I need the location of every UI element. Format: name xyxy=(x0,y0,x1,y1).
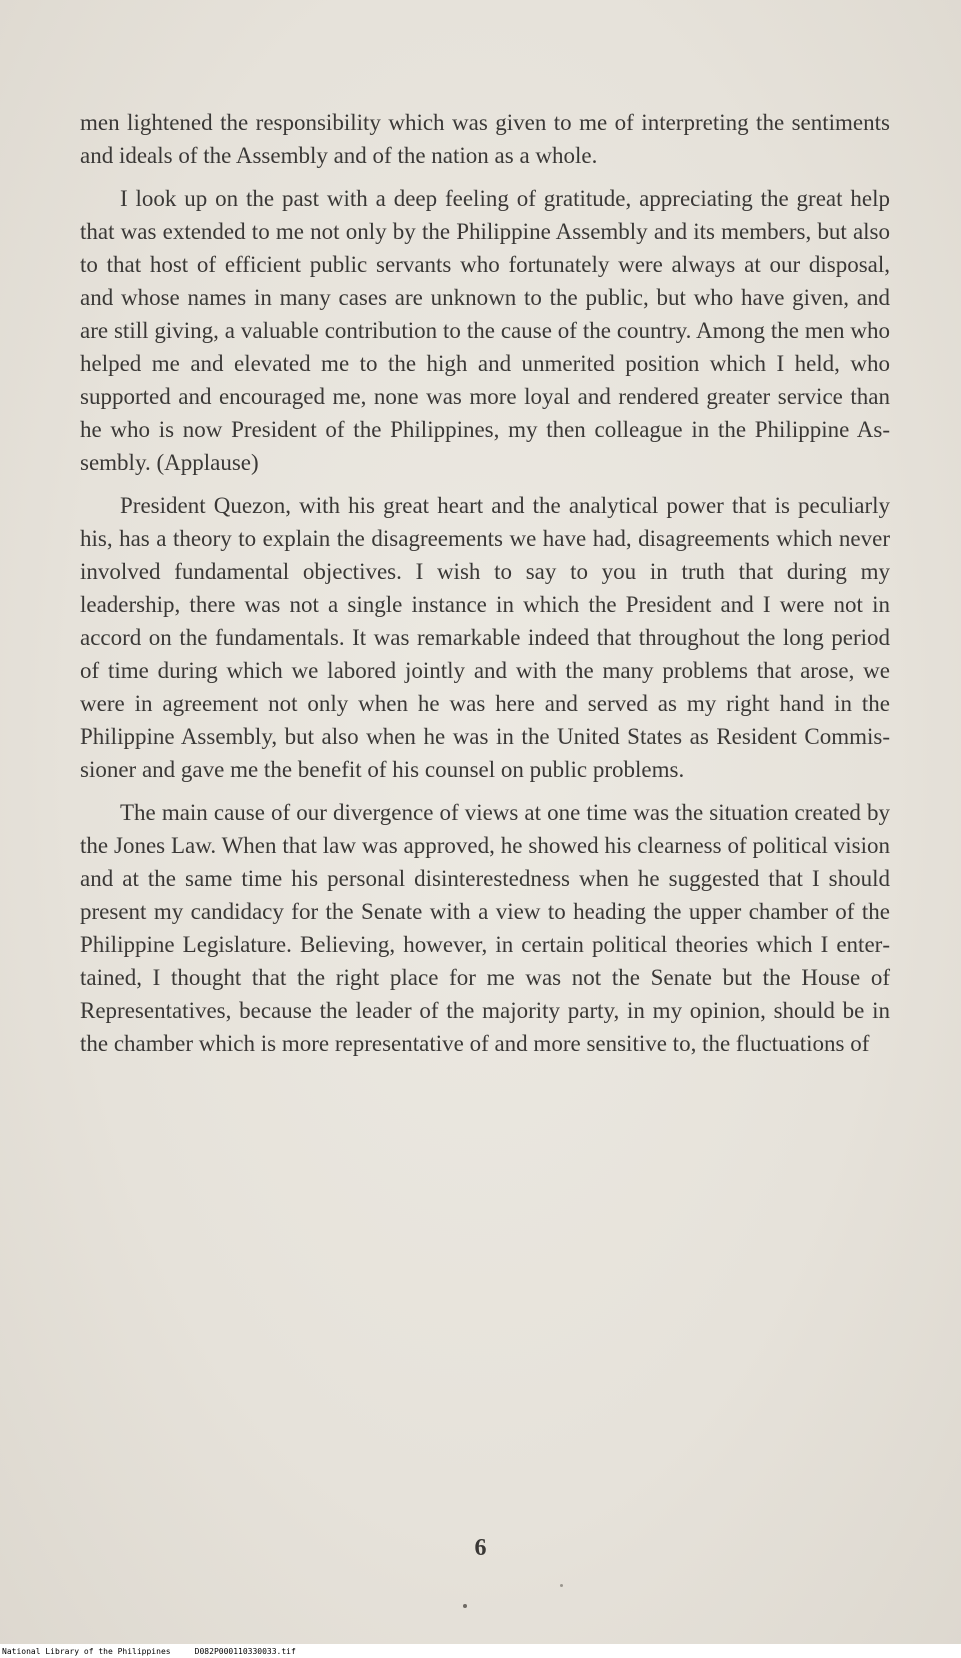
ink-speck xyxy=(463,1604,467,1608)
footer-file-id: D082P000110330033.tif xyxy=(194,1647,296,1656)
page-number: 6 xyxy=(474,1535,487,1561)
paragraph-2: I look up on the past with a deep feeling of gratitude, appreciating the great help that was extended to me not only by the Philippine Assembly and its members, but also to that host of efficient public servants who fortunately were always at our disposal, and whose names in many cases are unknown to the public, but who have given, and are still giving, a valuable contribution to the cause of the country. Among the men who helped me and elevated me to the high and unmerited position which I held, who supported and encouraged me, none was more loyal and rendered greater service than he who is now President of the Philippines, my then colleague in the Philippine Assembly. (Applause) xyxy=(80,186,890,475)
paragraph-1: men lightened the responsibility which was given to me of interpreting the sentiments and ideals of the Assembly and of the nation as a whole. xyxy=(80,110,890,168)
ink-speck xyxy=(560,1584,563,1587)
paragraph-3: President Quezon, with his great heart and the analytical power that is peculiarly his, has a theory to explain the disagreements we have had, disagreements which never involved fundamental objectives. I wish to say to you in truth that during my leadership, there was not a single instance in which the President and I were not in accord on the fundamentals. It was remarkable indeed that throughout the long period of time during which we labored jointly and with the many problems that arose, we were in agreement not only when he was here and served as my right hand in the Philippine Assembly, but also when he was in the United States as Resident Commissioner and gave me the benefit of his counsel on public problems. xyxy=(80,493,890,782)
scan-footer xyxy=(2,1647,296,1657)
footer-library: National Library of the Philippines xyxy=(2,1647,171,1656)
paragraph-4: The main cause of our divergence of views at one time was the situation created by the Jones Law. When that law was approved, he showed his clearness of political vision and at the same time his personal disinterestedness when he suggested that I should present my candidacy for the Senate with a view to heading the upper chamber of the Philippine Legislature. Believing, however, in certain political theories which I entertained, I thought that the right place for me was not the Senate but the House of Representatives, because the leader of the majority party, in my opinion, should be in the chamber which is more representative of and more sensitive to, the fluctuations of xyxy=(80,800,890,1056)
body-text xyxy=(80,106,890,1070)
